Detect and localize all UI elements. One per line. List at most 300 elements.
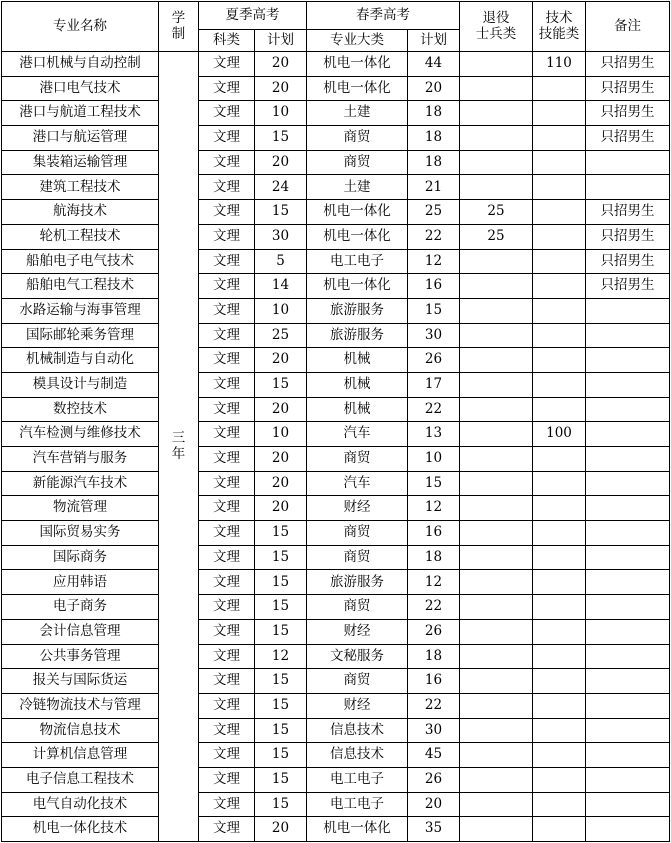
table-row [2,792,670,817]
summer-plan-cell: 15 [255,619,307,644]
table-row [2,817,670,842]
header-summer-plan: 计划 [255,30,307,52]
major-category-cell: 商贸 [307,669,408,694]
subject-type-cell: 文理 [199,126,255,151]
table-row [2,150,670,175]
skill-cell [533,126,586,151]
enrollment-plan-table [1,1,670,842]
veteran-cell [460,101,533,126]
veteran-cell [460,718,533,743]
header-major-name: 专业名称 [2,2,159,52]
remark-cell: 只招男生 [586,200,670,225]
table-row [2,224,670,249]
major-category-cell: 信息技术 [307,718,408,743]
remark-cell: 只招男生 [586,224,670,249]
summer-plan-cell: 20 [255,817,307,842]
duration-cell [159,52,199,842]
skill-cell [533,348,586,373]
spring-plan-cell: 12 [408,570,460,595]
major-name-cell: 计算机信息管理 [2,743,159,768]
spring-plan-cell: 12 [408,249,460,274]
subject-type-cell: 文理 [199,249,255,274]
veteran-cell [460,76,533,101]
remark-cell [586,175,670,200]
major-category-cell: 旅游服务 [307,323,408,348]
major-category-cell: 机械 [307,372,408,397]
veteran-cell [460,619,533,644]
table-row [2,348,670,373]
subject-type-cell: 文理 [199,397,255,422]
summer-plan-cell: 10 [255,101,307,126]
major-name-cell: 轮机工程技术 [2,224,159,249]
table-row [2,767,670,792]
spring-plan-cell: 30 [408,718,460,743]
major-name-cell: 新能源汽车技术 [2,471,159,496]
major-category-cell: 商贸 [307,595,408,620]
subject-type-cell: 文理 [199,175,255,200]
remark-cell [586,718,670,743]
veteran-cell: 25 [460,200,533,225]
table-row [2,249,670,274]
spring-plan-cell: 16 [408,669,460,694]
subject-type-cell: 文理 [199,619,255,644]
table-body [2,52,670,842]
veteran-cell [460,298,533,323]
remark-cell: 只招男生 [586,52,670,77]
header-skill [533,2,586,52]
subject-type-cell: 文理 [199,817,255,842]
header-major-category: 专业大类 [307,30,408,52]
summer-plan-cell: 20 [255,76,307,101]
subject-type-cell: 文理 [199,200,255,225]
subject-type-cell: 文理 [199,792,255,817]
major-name-cell: 模具设计与制造 [2,372,159,397]
remark-cell: 只招男生 [586,274,670,299]
header-veteran-line: 士兵类 [475,25,517,42]
header-skill-line: 技能类 [538,25,580,42]
subject-type-cell: 文理 [199,521,255,546]
veteran-cell [460,52,533,77]
remark-cell [586,348,670,373]
remark-cell: 只招男生 [586,101,670,126]
spring-plan-cell: 16 [408,521,460,546]
skill-cell: 110 [533,52,586,77]
duration-char: 年 [171,445,186,462]
major-name-cell: 电子信息工程技术 [2,767,159,792]
skill-cell [533,644,586,669]
subject-type-cell: 文理 [199,224,255,249]
table-row [2,743,670,768]
summer-plan-cell: 20 [255,397,307,422]
remark-cell [586,545,670,570]
remark-cell [586,767,670,792]
skill-cell [533,521,586,546]
spring-plan-cell: 22 [408,224,460,249]
summer-plan-cell: 20 [255,52,307,77]
table-row [2,323,670,348]
summer-plan-cell: 10 [255,422,307,447]
summer-plan-cell: 15 [255,693,307,718]
remark-cell [586,669,670,694]
table-row [2,718,670,743]
table-row [2,274,670,299]
major-name-cell: 电子商务 [2,595,159,620]
major-category-cell: 机电一体化 [307,817,408,842]
veteran-cell [460,521,533,546]
remark-cell [586,521,670,546]
spring-plan-cell: 22 [408,595,460,620]
subject-type-cell: 文理 [199,348,255,373]
skill-cell [533,792,586,817]
major-category-cell: 汽车 [307,422,408,447]
spring-plan-cell: 16 [408,274,460,299]
summer-plan-cell: 20 [255,348,307,373]
table-row [2,52,670,77]
major-category-cell: 旅游服务 [307,570,408,595]
subject-type-cell: 文理 [199,101,255,126]
major-name-cell: 物流信息技术 [2,718,159,743]
subject-type-cell: 文理 [199,669,255,694]
remark-cell [586,397,670,422]
remark-cell [586,447,670,472]
subject-type-cell: 文理 [199,595,255,620]
remark-cell [586,743,670,768]
spring-plan-cell: 22 [408,397,460,422]
major-category-cell: 旅游服务 [307,298,408,323]
major-category-cell: 电工电子 [307,249,408,274]
summer-plan-cell: 15 [255,200,307,225]
subject-type-cell: 文理 [199,471,255,496]
spring-plan-cell: 45 [408,743,460,768]
summer-plan-cell: 25 [255,323,307,348]
table-row [2,619,670,644]
major-category-cell: 商贸 [307,126,408,151]
skill-cell [533,447,586,472]
major-category-cell: 商贸 [307,150,408,175]
veteran-cell [460,447,533,472]
summer-plan-cell: 15 [255,767,307,792]
veteran-cell [460,150,533,175]
spring-plan-cell: 12 [408,496,460,521]
veteran-cell [460,693,533,718]
summer-plan-cell: 24 [255,175,307,200]
table-row [2,570,670,595]
summer-plan-cell: 20 [255,447,307,472]
skill-cell [533,496,586,521]
summer-plan-cell: 15 [255,126,307,151]
summer-plan-cell: 12 [255,644,307,669]
remark-cell: 只招男生 [586,76,670,101]
table-row [2,422,670,447]
major-category-cell: 机电一体化 [307,274,408,299]
major-category-cell: 机电一体化 [307,76,408,101]
spring-plan-cell: 26 [408,348,460,373]
skill-cell [533,200,586,225]
major-name-cell: 国际邮轮乘务管理 [2,323,159,348]
subject-type-cell: 文理 [199,693,255,718]
veteran-cell [460,348,533,373]
veteran-cell [460,496,533,521]
skill-cell [533,817,586,842]
major-name-cell: 港口与航运管理 [2,126,159,151]
skill-cell [533,471,586,496]
summer-plan-cell: 15 [255,372,307,397]
subject-type-cell: 文理 [199,298,255,323]
veteran-cell: 25 [460,224,533,249]
major-name-cell: 物流管理 [2,496,159,521]
veteran-cell [460,767,533,792]
subject-type-cell: 文理 [199,570,255,595]
table-row [2,126,670,151]
major-name-cell: 报关与国际货运 [2,669,159,694]
remark-cell [586,792,670,817]
skill-cell [533,767,586,792]
subject-type-cell: 文理 [199,274,255,299]
veteran-cell [460,249,533,274]
major-name-cell: 机电一体化技术 [2,817,159,842]
skill-cell [533,150,586,175]
major-name-cell: 港口机械与自动控制 [2,52,159,77]
subject-type-cell: 文理 [199,323,255,348]
major-name-cell: 冷链物流技术与管理 [2,693,159,718]
table-row [2,200,670,225]
major-category-cell: 商贸 [307,521,408,546]
summer-plan-cell: 5 [255,249,307,274]
table-row [2,175,670,200]
veteran-cell [460,669,533,694]
major-name-cell: 机械制造与自动化 [2,348,159,373]
skill-cell [533,397,586,422]
table-row [2,644,670,669]
remark-cell [586,471,670,496]
table-row [2,101,670,126]
major-name-cell: 集装箱运输管理 [2,150,159,175]
major-category-cell: 机械 [307,348,408,373]
spring-plan-cell: 17 [408,372,460,397]
spring-plan-cell: 13 [408,422,460,447]
spring-plan-cell: 22 [408,693,460,718]
spring-plan-cell: 18 [408,644,460,669]
subject-type-cell: 文理 [199,52,255,77]
table-row [2,298,670,323]
remark-cell: 只招男生 [586,126,670,151]
major-category-cell: 机电一体化 [307,224,408,249]
subject-type-cell: 文理 [199,743,255,768]
summer-plan-cell: 15 [255,521,307,546]
skill-cell [533,298,586,323]
veteran-cell [460,743,533,768]
skill-cell [533,224,586,249]
veteran-cell [460,792,533,817]
major-name-cell: 汽车营销与服务 [2,447,159,472]
remark-cell [586,595,670,620]
table-row [2,545,670,570]
skill-cell [533,323,586,348]
major-category-cell: 文秘服务 [307,644,408,669]
major-name-cell: 建筑工程技术 [2,175,159,200]
skill-cell [533,76,586,101]
spring-plan-cell: 20 [408,792,460,817]
remark-cell [586,644,670,669]
subject-type-cell: 文理 [199,496,255,521]
table-row [2,595,670,620]
skill-cell [533,669,586,694]
subject-type-cell: 文理 [199,644,255,669]
summer-plan-cell: 15 [255,570,307,595]
major-name-cell: 水路运输与海事管理 [2,298,159,323]
skill-cell [533,743,586,768]
remark-cell [586,619,670,644]
summer-plan-cell: 15 [255,595,307,620]
table-row [2,669,670,694]
major-name-cell: 航海技术 [2,200,159,225]
summer-plan-cell: 15 [255,718,307,743]
major-name-cell: 电气自动化技术 [2,792,159,817]
major-name-cell: 港口与航道工程技术 [2,101,159,126]
skill-cell [533,175,586,200]
summer-plan-cell: 15 [255,743,307,768]
major-name-cell: 国际贸易实务 [2,521,159,546]
skill-cell [533,274,586,299]
spring-plan-cell: 15 [408,471,460,496]
summer-plan-cell: 15 [255,669,307,694]
major-name-cell: 数控技术 [2,397,159,422]
summer-plan-cell: 20 [255,471,307,496]
major-category-cell: 汽车 [307,471,408,496]
major-category-cell: 商贸 [307,545,408,570]
remark-cell [586,693,670,718]
major-category-cell: 土建 [307,101,408,126]
skill-cell [533,619,586,644]
table-row [2,397,670,422]
skill-cell [533,372,586,397]
spring-plan-cell: 26 [408,619,460,644]
skill-cell: 100 [533,422,586,447]
major-category-cell: 商贸 [307,447,408,472]
spring-plan-cell: 18 [408,126,460,151]
skill-cell [533,101,586,126]
veteran-cell [460,471,533,496]
major-name-cell: 公共事务管理 [2,644,159,669]
major-category-cell: 财经 [307,496,408,521]
skill-cell [533,693,586,718]
subject-type-cell: 文理 [199,422,255,447]
table-row [2,521,670,546]
spring-plan-cell: 35 [408,817,460,842]
subject-type-cell: 文理 [199,76,255,101]
veteran-cell [460,372,533,397]
major-name-cell: 汽车检测与维修技术 [2,422,159,447]
major-category-cell: 机电一体化 [307,200,408,225]
major-name-cell: 船舶电气工程技术 [2,274,159,299]
header-skill-line: 技术 [545,9,573,26]
subject-type-cell: 文理 [199,767,255,792]
spring-plan-cell: 18 [408,101,460,126]
major-category-cell: 信息技术 [307,743,408,768]
spring-plan-cell: 18 [408,545,460,570]
skill-cell [533,249,586,274]
remark-cell [586,496,670,521]
spring-plan-cell: 30 [408,323,460,348]
remark-cell [586,817,670,842]
subject-type-cell: 文理 [199,372,255,397]
major-category-cell: 财经 [307,693,408,718]
spring-plan-cell: 26 [408,767,460,792]
header-duration-char: 学 [171,9,186,26]
major-category-cell: 电工电子 [307,767,408,792]
remark-cell [586,298,670,323]
header-spring-exam: 春季高考 [307,2,460,30]
veteran-cell [460,595,533,620]
header-duration-char: 制 [171,25,186,42]
summer-plan-cell: 15 [255,545,307,570]
remark-cell [586,422,670,447]
table-row [2,471,670,496]
major-category-cell: 电工电子 [307,792,408,817]
header-spring-plan: 计划 [408,30,460,52]
header-remarks: 备注 [586,2,670,52]
summer-plan-cell: 15 [255,792,307,817]
summer-plan-cell: 20 [255,496,307,521]
table-row [2,76,670,101]
major-category-cell: 财经 [307,619,408,644]
major-name-cell: 港口电气技术 [2,76,159,101]
subject-type-cell: 文理 [199,718,255,743]
remark-cell: 只招男生 [586,249,670,274]
summer-plan-cell: 20 [255,150,307,175]
remark-cell [586,372,670,397]
veteran-cell [460,175,533,200]
header-subject-type: 科类 [199,30,255,52]
header-duration [159,2,199,52]
header-veteran [460,2,533,52]
spring-plan-cell: 21 [408,175,460,200]
veteran-cell [460,274,533,299]
veteran-cell [460,817,533,842]
veteran-cell [460,422,533,447]
remark-cell [586,323,670,348]
remark-cell [586,570,670,595]
table-row [2,496,670,521]
header-veteran-line: 退役 [482,9,510,26]
veteran-cell [460,397,533,422]
major-name-cell: 应用韩语 [2,570,159,595]
major-name-cell: 船舶电子电气技术 [2,249,159,274]
spring-plan-cell: 20 [408,76,460,101]
summer-plan-cell: 14 [255,274,307,299]
summer-plan-cell: 10 [255,298,307,323]
spring-plan-cell: 44 [408,52,460,77]
table-row [2,693,670,718]
header-row-1 [2,2,670,30]
table-row [2,447,670,472]
header-summer-exam: 夏季高考 [199,2,307,30]
major-name-cell: 会计信息管理 [2,619,159,644]
spring-plan-cell: 25 [408,200,460,225]
veteran-cell [460,644,533,669]
major-name-cell: 国际商务 [2,545,159,570]
subject-type-cell: 文理 [199,447,255,472]
veteran-cell [460,545,533,570]
skill-cell [533,718,586,743]
veteran-cell [460,570,533,595]
veteran-cell [460,323,533,348]
remark-cell [586,150,670,175]
skill-cell [533,595,586,620]
table-row [2,372,670,397]
spring-plan-cell: 15 [408,298,460,323]
major-category-cell: 土建 [307,175,408,200]
